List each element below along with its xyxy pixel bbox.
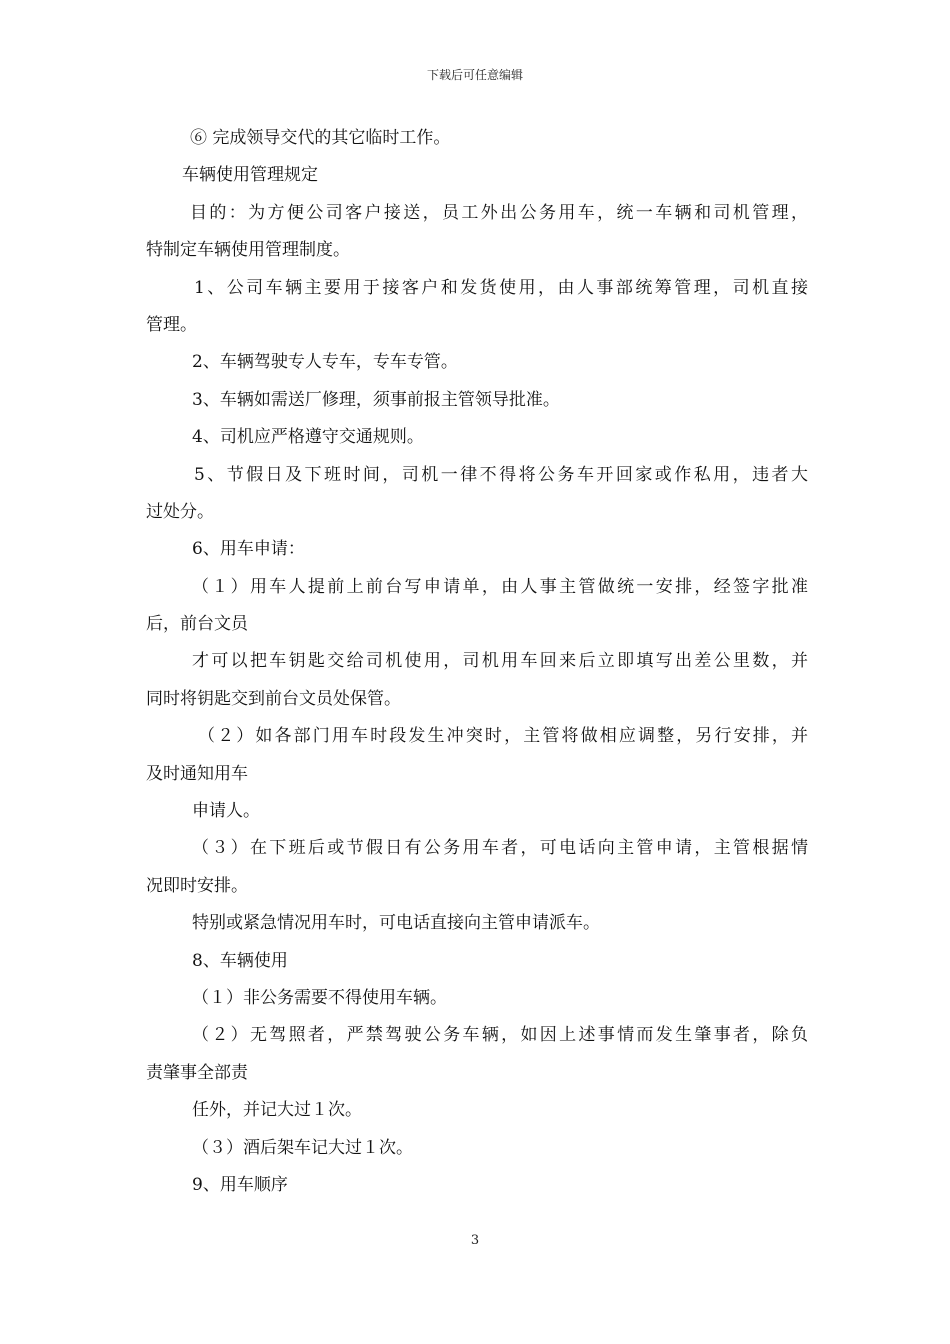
paragraph-line: 3、车辆如需送厂修理，须事前报主管领导批准。	[192, 389, 560, 410]
paragraph-line: （３）酒后架车记大过１次。	[192, 1137, 413, 1158]
paragraph-line: （１）非公务需要不得使用车辆。	[192, 987, 447, 1008]
paragraph-line: 目的：为方便公司客户接送，员工外出公务用车，统一车辆和司机管理，	[190, 202, 808, 223]
paragraph-line: 况即时安排。	[146, 875, 248, 896]
document-body	[146, 120, 808, 1204]
paragraph-line: 特别或紧急情况用车时，可电话直接向主管申请派车。	[192, 913, 600, 934]
page-header: 下载后可任意编辑	[426, 68, 523, 82]
paragraph-line: 1、公司车辆主要用于接客户和发货使用，由人事部统筹管理，司机直接	[194, 277, 808, 298]
paragraph-line: 及时通知用车	[146, 763, 248, 784]
paragraph-line: 同时将钥匙交到前台文员处保管。	[146, 688, 401, 709]
paragraph-line: 9、用车顺序	[192, 1174, 288, 1195]
paragraph-line: 申请人。	[192, 801, 260, 822]
paragraph-line: 8、车辆使用	[192, 950, 288, 971]
paragraph-line: （２）无驾照者，严禁驾驶公务车辆，如因上述事情而发生肇事者，除负	[192, 1025, 808, 1046]
paragraph-line: 过处分。	[146, 501, 214, 522]
page-number: 3	[470, 1233, 480, 1248]
paragraph-line: 任外，并记大过１次。	[192, 1100, 362, 1121]
paragraph-line: 4、司机应严格遵守交通规则。	[192, 427, 424, 448]
paragraph-line: 2、车辆驾驶专人专车，专车专管。	[192, 352, 458, 373]
paragraph-line: 6、用车申请：	[192, 539, 305, 560]
paragraph-line: （１）用车人提前上前台写申请单，由人事主管做统一安排，经签字批准	[192, 576, 808, 597]
paragraph-line: 责肇事全部责	[146, 1062, 248, 1083]
paragraph-line: 管理。	[146, 314, 197, 335]
paragraph-line: 5、节假日及下班时间，司机一律不得将公务车开回家或作私用，违者大	[194, 464, 808, 485]
paragraph-line: 后，前台文员	[146, 614, 248, 635]
paragraph-line: ⑥ 完成领导交代的其它临时工作。	[190, 128, 451, 148]
paragraph-line: 才可以把车钥匙交给司机使用，司机用车回来后立即填写出差公里数，并	[192, 651, 808, 672]
section-title: 车辆使用管理规定	[182, 165, 318, 186]
paragraph-line: 特制定车辆使用管理制度。	[146, 240, 350, 261]
paragraph-line: （３）在下班后或节假日有公务用车者，可电话向主管申请，主管根据情	[192, 838, 808, 859]
paragraph-line: （２）如各部门用车时段发生冲突时，主管将做相应调整，另行安排，并	[198, 726, 808, 747]
